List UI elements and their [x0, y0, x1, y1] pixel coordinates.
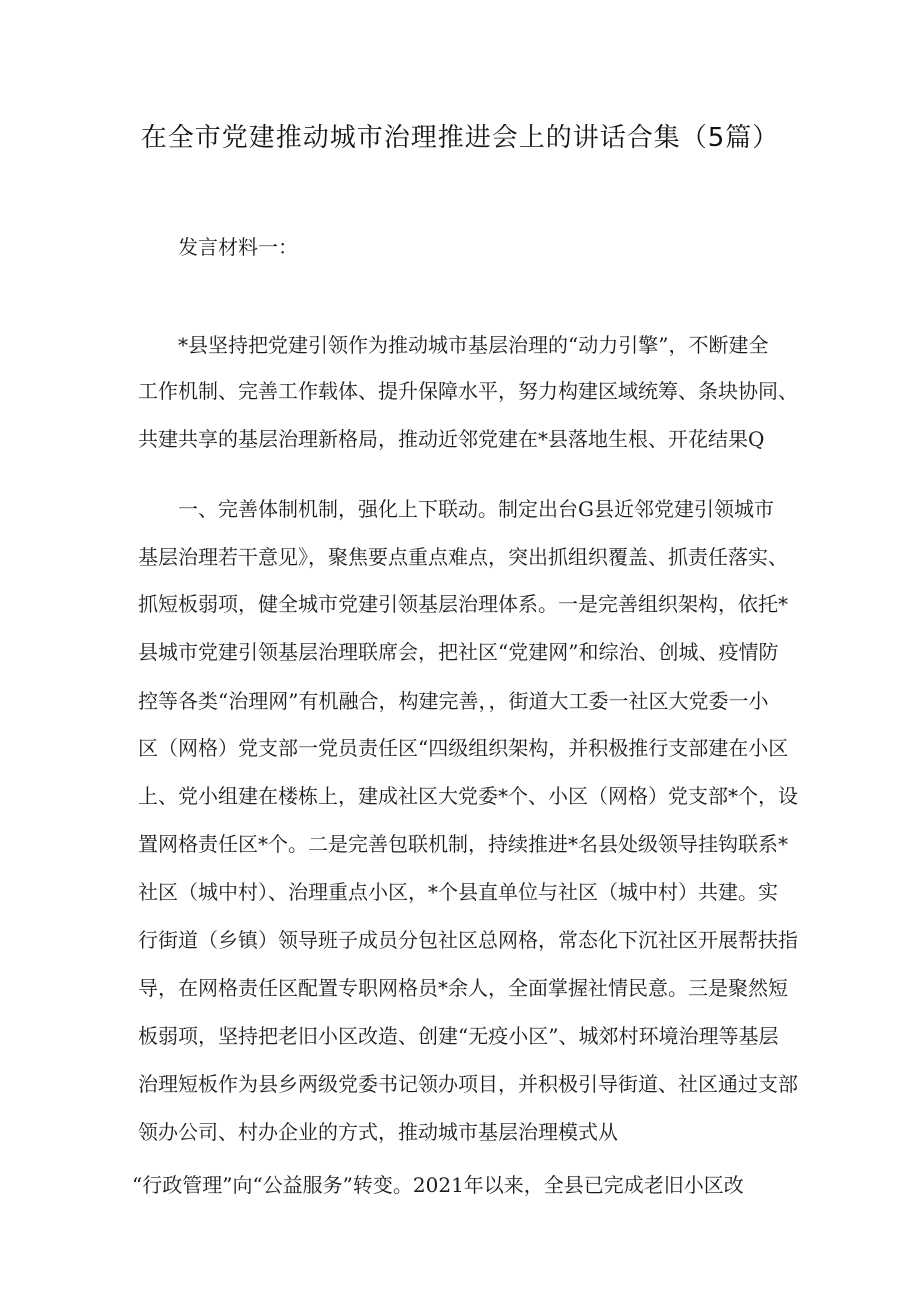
- intro-line: *县坚持把党建引领作为推动城市基层治理的“动力引擎”，不断建全: [178, 333, 769, 357]
- body-line: “行政管理”向“公益服务”转变。2021年以来，全县已完成老旧小区改: [132, 1173, 744, 1197]
- body-line: 一、完善体制机制，强化上下联动。制定出台G县近邻党建引领城市: [178, 497, 774, 521]
- body-line: 区（网格）党支部一党员责任区“四级组织架构，并积极推行支部建在小区: [138, 736, 789, 760]
- body-line: 县城市党建引领基层治理联席会，把社区“党建网”和综治、创城、疫情防: [138, 640, 779, 664]
- intro-line: 工作机制、完善工作载体、提升保障水平，努力构建区域统筹、条块协同、: [138, 379, 798, 403]
- body-line: 上、党小组建在楼栋上，建成社区大党委*个、小区（网格）党支部*个，设: [138, 784, 798, 808]
- section-label: 发言材料一：: [178, 235, 298, 259]
- body-line: 抓短板弱项，健全城市党建引领基层治理体系。一是完善组织架构，依托*: [138, 592, 788, 616]
- body-line: 控等各类“治理网”有机融合，构建完善，，街道大工委一社区大党委一小: [138, 689, 769, 713]
- body-line: 治理短板作为县乡两级党委书记领办项目，并积极引导街道、社区通过支部: [138, 1072, 798, 1096]
- body-line: 行街道（乡镇）领导班子成员分包社区总网格，常态化下沉社区开展帮扶指: [138, 928, 798, 952]
- body-line: 基层治理若干意见》，聚焦要点重点难点，突出抓组织覆盖、抓责任落实、: [138, 545, 788, 569]
- body-line: 领办公司、村办企业的方式，推动城市基层治理模式从: [138, 1120, 618, 1144]
- body-line: 导，在网格责任区配置专职网格员*余人，全面掌握社情民意。三是聚然短: [138, 976, 788, 1000]
- intro-line: 共建共享的基层治理新格局，推动近邻党建在*县落地生根、开花结果Q: [138, 427, 765, 451]
- body-line: 社区（城中村）、治理重点小区，*个县直单位与社区（城中村）共建。实: [138, 880, 778, 904]
- document-title: 在全市党建推动城市治理推进会上的讲话合集（5篇）: [140, 123, 780, 153]
- body-line: 置网格责任区*个。二是完善包联机制，持续推进*名县处级领导挂钩联系*: [138, 832, 788, 856]
- body-line: 板弱项，坚持把老旧小区改造、创建“无疫小区”、城郊村环境治理等基层: [138, 1024, 779, 1048]
